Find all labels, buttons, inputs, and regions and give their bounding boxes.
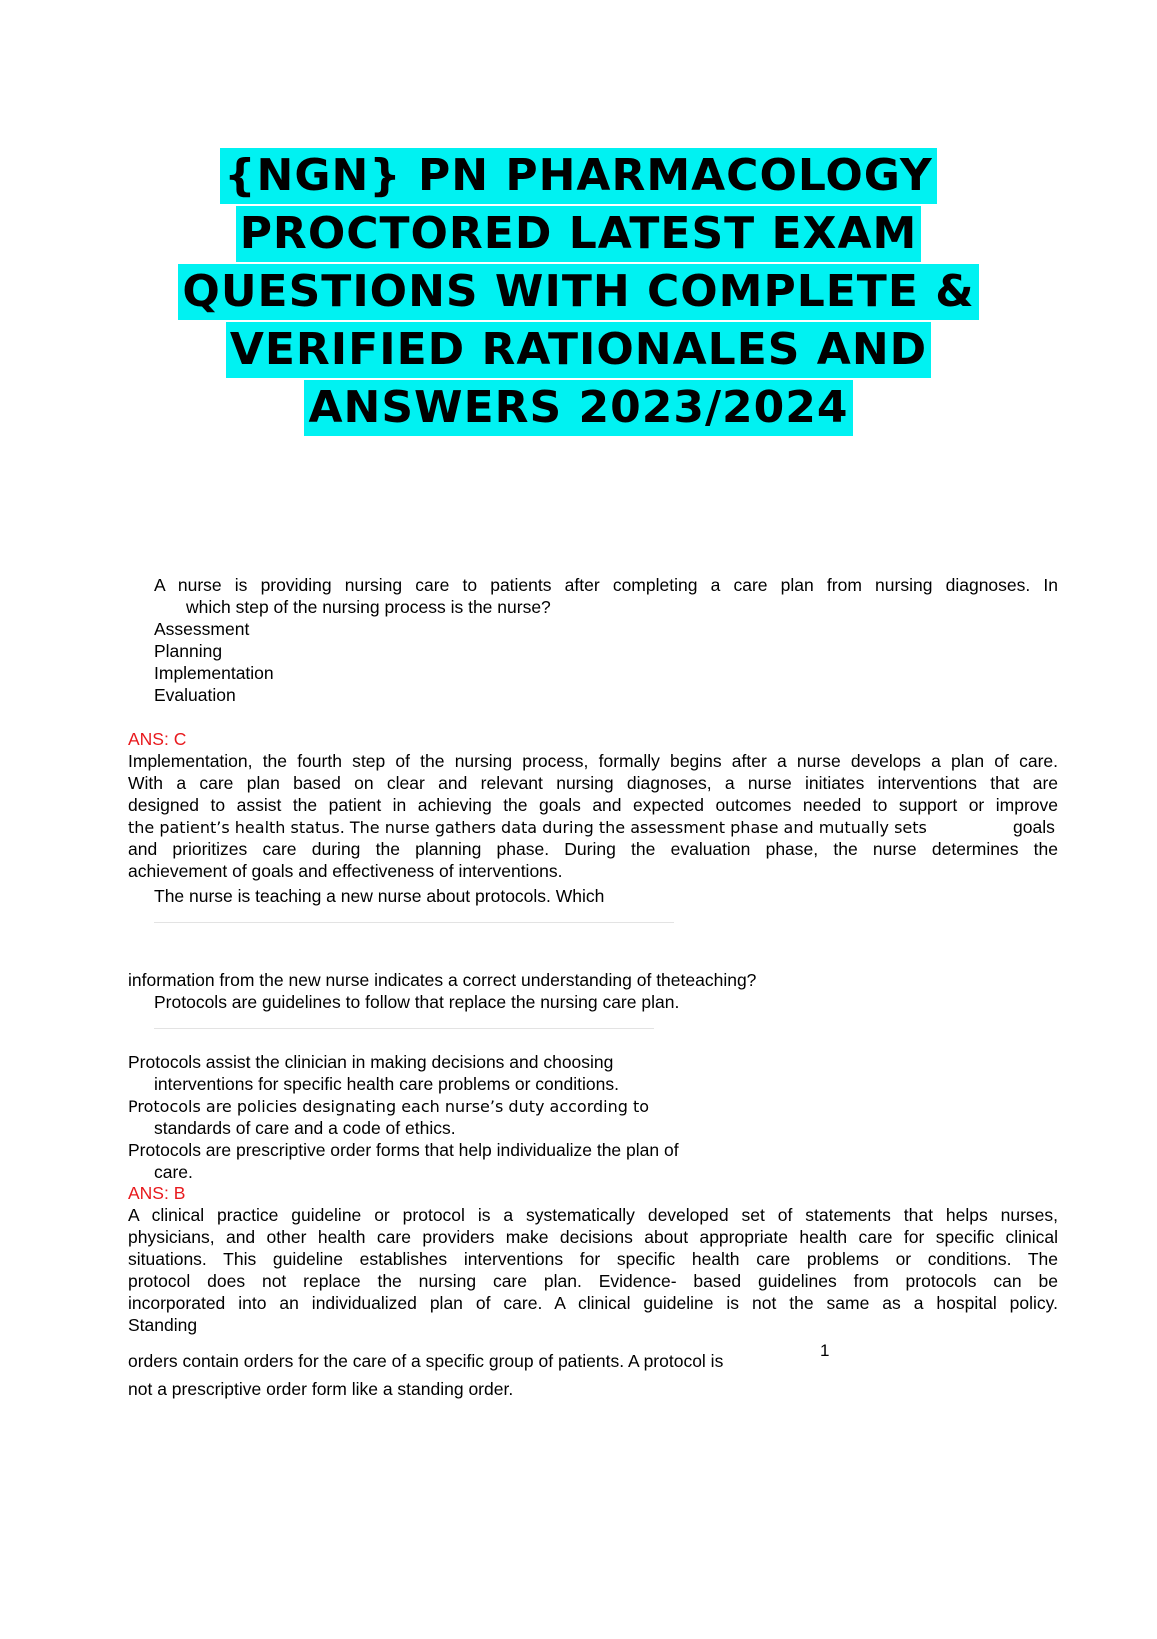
question1-rationale-line4: the patient’s health status. The nurse gathers data during the assessment phase and mutually sets: [128, 818, 927, 837]
question2-rationale-line1: A clinical practice guideline or protocol is a systematically developed set of statements that helps nurses,: [128, 1205, 1058, 1225]
question1-rationale-line3: designed to assist the patient in achieving the goals and expected outcomes needed to support or improve: [128, 795, 1058, 815]
question2-stem-line1: The nurse is teaching a new nurse about protocols. Which: [154, 886, 605, 906]
question1-rationale-line1: Implementation, the fourth step of the nursing process, formally begins after a nurse develops a plan of care.: [128, 751, 1058, 771]
question1-stem-line2: which step of the nursing process is the nurse?: [186, 597, 551, 617]
document-title: [0, 148, 1157, 438]
question1-option-b: Planning: [154, 641, 223, 661]
question1-stem-line1: A nurse is providing nursing care to patients after completing a care plan from nursing diagnoses. In: [154, 575, 1058, 595]
title-line-3: QUESTIONS WITH COMPLETE &: [178, 264, 978, 320]
question2-option-b-line1: Protocols assist the clinician in making decisions and choosing: [128, 1052, 614, 1072]
question1-rationale-line4-end: goals: [1013, 817, 1055, 837]
page-number: 1: [820, 1341, 830, 1360]
question2-option-a: Protocols are guidelines to follow that replace the nursing care plan.: [154, 992, 680, 1012]
divider-1: [154, 922, 674, 923]
question1-option-a: Assessment: [154, 619, 250, 639]
question2-rationale-line5: incorporated into an individualized plan of care. A clinical guideline is not the same as a hospital policy.: [128, 1293, 1058, 1313]
question2-rationale-line3: situations. This guideline establishes interventions for specific health care problems or conditions. The: [128, 1249, 1058, 1269]
title-line-4: VERIFIED RATIONALES AND: [226, 322, 931, 378]
question2-rationale-line2: physicians, and other health care providers make decisions about appropriate health care for specific clinical: [128, 1227, 1058, 1247]
question1-rationale-line5: and prioritizes care during the planning phase. During the evaluation phase, the nurse determines the: [128, 839, 1058, 859]
question2-option-c-line2: standards of care and a code of ethics.: [154, 1118, 456, 1138]
question1-option-d: Evaluation: [154, 685, 236, 705]
question2-rationale-line4: protocol does not replace the nursing care plan. Evidence- based guidelines from protocols can be: [128, 1271, 1058, 1291]
divider-2: [154, 1028, 654, 1029]
question1-rationale-line6: achievement of goals and effectiveness of interventions.: [128, 861, 563, 881]
question2-rationale-line6: Standing: [128, 1315, 198, 1335]
title-line-1: {NGN} PN PHARMACOLOGY: [220, 148, 937, 204]
question2-option-c-line1: Protocols are policies designating each nurse’s duty according to: [128, 1097, 650, 1116]
title-line-2: PROCTORED LATEST EXAM: [236, 206, 922, 262]
question2-option-d-line2: care.: [154, 1162, 193, 1182]
question2-rationale-tail-line1: orders contain orders for the care of a specific group of patients. A protocol is: [128, 1351, 724, 1371]
question2-option-b-line2: interventions for specific health care problems or conditions.: [154, 1074, 619, 1094]
title-line-5: ANSWERS 2023/2024: [304, 380, 852, 436]
question1-rationale-line2: With a care plan based on clear and relevant nursing diagnoses, a nurse initiates interventions that are: [128, 773, 1058, 793]
question2-option-d-line1: Protocols are prescriptive order forms that help individualize the plan of: [128, 1140, 679, 1160]
question2-rationale-tail-line2: not a prescriptive order form like a standing order.: [128, 1379, 514, 1399]
question1-option-c: Implementation: [154, 663, 274, 683]
question1-answer: ANS: C: [128, 729, 187, 749]
question2-stem-line2: information from the new nurse indicates a correct understanding of theteaching?: [128, 970, 757, 990]
question2-answer: ANS: B: [128, 1183, 186, 1203]
